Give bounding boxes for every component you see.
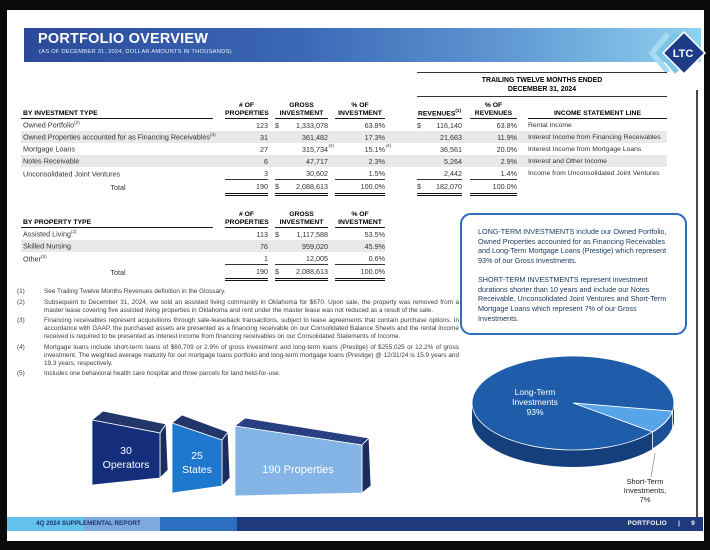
pie-label-short-term-pct: 7% (639, 495, 651, 504)
footnote: (2) Subsequent to December 31, 2024, we sold an assisted living community in Oklahoma for $670. Upon sale, the property was removed from a master lease covering five assisted living properties in Oklahoma and rent under the master lease was not reduced as a result of the sale. (17, 298, 459, 314)
property-type-table (21, 203, 385, 281)
footer-report-title: 4Q 2024 SUPPLEMENTAL REPORT (36, 520, 141, 527)
portfolio-stats-banners (87, 408, 387, 513)
footnote: (3) Financing receivables represent acquisitions through sale-leaseback transactions, subject to lease agreements that contain purchase options. In accordance with GAAP, the purchased assets are presented as a financing receivable on our Consolidated Balance Sheets and the rental income received is required to be presented as interest income from financing receivables on our Consolidated Statements of Income. (17, 317, 459, 340)
footer-segment (160, 517, 237, 531)
pie-label-long-term-2: Investments (512, 397, 558, 407)
table-row: Notes Receivable 6 47,717 2.3% 5,264 2.9% Interest and Other Income (21, 155, 667, 167)
col-header-income-statement-line: INCOME STATEMENT LINE (528, 94, 667, 119)
page-subtitle: (AS OF DECEMBER 31, 2024, DOLLAR AMOUNTS IN THOUSANDS) (39, 49, 232, 55)
logo-text: LTC (672, 48, 694, 60)
investment-table-body (21, 119, 667, 180)
footer-section-page (619, 517, 695, 531)
col-header-pct-investment: % OF INVESTMENT (335, 94, 385, 119)
report-page (7, 10, 704, 541)
pie-label-short-term-2: Investments, (623, 486, 667, 495)
footnote: (5) Includes one behavioral health care hospital and three parcels for land held-for-use. (17, 370, 281, 377)
col-header-pct-revenues: % OF REVENUES (470, 94, 517, 119)
banner-side-bevel (160, 424, 168, 478)
col-header-properties: # OF PROPERTIES (225, 203, 268, 228)
ttm-line2: DECEMBER 31, 2024 (507, 85, 577, 93)
col-header-gross-investment: GROSS INVESTMENT (275, 94, 328, 119)
long-term-investments-text: LONG-TERM INVESTMENTS include our Owned Portfolio, Owned Properties accounted for as Financing Receivables and Long-Term Mortgage Loans (Prestige) which represent 93% of our Gross Investments. (478, 227, 667, 266)
table-total-row: Total 190 $ 2,088,613 100.0% (21, 265, 385, 280)
logo-subtext: REIT (691, 59, 701, 69)
col-header-gross-investment: GROSS INVESTMENT (275, 203, 328, 228)
states-label: States (182, 464, 212, 476)
col-header-properties: # OF PROPERTIES (225, 94, 268, 119)
property-table-body (21, 228, 385, 265)
footnote: (4) Mortgage loans include short-term loans of $60,709 or 2.9% of gross investment and long-term loans (Prestige) of $255,025 or 12.2% of gross investment. The weighted average maturity for our mortgage loans portfolio and long-term mortgage loans (Prestige) @ 12/31/24 is 15.9 years and 19.3 years, respectively. (17, 343, 459, 367)
table-row: Skilled Nursing 76 959,020 45.9% (23, 241, 385, 251)
footer-section: PORTFOLIO (627, 520, 667, 527)
pie-leader-line (651, 453, 655, 477)
investments-pie-chart (455, 355, 705, 515)
table-row: Assisted Living$^{(2)}$ 113 $ 1,117,588 53.5% (23, 229, 385, 239)
short-term-investments-text: SHORT-TERM INVESTMENTS represent investment durations shorter than 10 years and include our Notes Receivable, Unconsolidated Joint Ventures and Short-Term Mortgage Loans which represent 7% of our Gross Investments. (478, 274, 667, 323)
footnote: (1) See Trailing Twelve Months Revenues definition in the Glossary. (17, 288, 226, 295)
properties-label: 190 Properties (262, 464, 334, 476)
header-bar (24, 28, 701, 69)
col-header-revenues: REVENUES$^{(1)}$ (417, 94, 462, 119)
footer-bar (7, 517, 703, 531)
ttm-line1: TRAILING TWELVE MONTHS ENDED (481, 76, 603, 84)
col-header-pct-investment: % OF INVESTMENT (335, 203, 385, 228)
footer-separator: | (678, 520, 681, 527)
right-vertical-rule (696, 90, 698, 518)
table-row: Mortgage Loans 27 315,734 (4) 15.1% (4) 36,561 20.0% Interest Income from Mortgage Loans (23, 143, 642, 154)
table-row: Owned Properties accounted for as Financing Receivables$^{(3)}$ 31 361,482 17.3% 21,663 11.9% Interest Income from Financing Receivables (21, 131, 667, 143)
operators-count: 30 (120, 445, 132, 457)
banner-side-bevel (362, 438, 371, 493)
page-title: PORTFOLIO OVERVIEW (38, 31, 209, 47)
investments-info-box (460, 213, 687, 335)
operators-label: Operators (102, 459, 150, 471)
footnotes (17, 288, 459, 381)
col-header-property-type: BY PROPERTY TYPE (21, 203, 213, 228)
pie-label-long-term: Long-Term (514, 387, 556, 397)
table-row: Unconsolidated Joint Ventures 3 30,602 1.5% 2,442 1.4% Income from Unconsolidated Joint Ventures (23, 168, 660, 178)
col-header-investment-type: BY INVESTMENT TYPE (21, 94, 213, 119)
states-count: 25 (191, 450, 203, 462)
footer-page-number: 9 (691, 520, 695, 527)
table-header-row (21, 94, 667, 119)
table-header-row (21, 203, 385, 228)
pie-label-short-term: Short-Term (626, 477, 664, 486)
table-total-row: Total 190 $ 2,088,613 100.0% $ 182,070 100.0% (21, 180, 667, 195)
banner-side-bevel (222, 432, 230, 486)
pie-label-long-term-pct: 93% (526, 407, 544, 417)
investment-type-table (21, 94, 667, 196)
table-row: Owned Portfolio$^{(2)}$ 123 $ 1,333,078 63.8% $ 116,140 63.8% Rental Income (23, 120, 572, 130)
table-row: Other$^{(5)}$ 1 12,005 0.6% (23, 253, 385, 263)
